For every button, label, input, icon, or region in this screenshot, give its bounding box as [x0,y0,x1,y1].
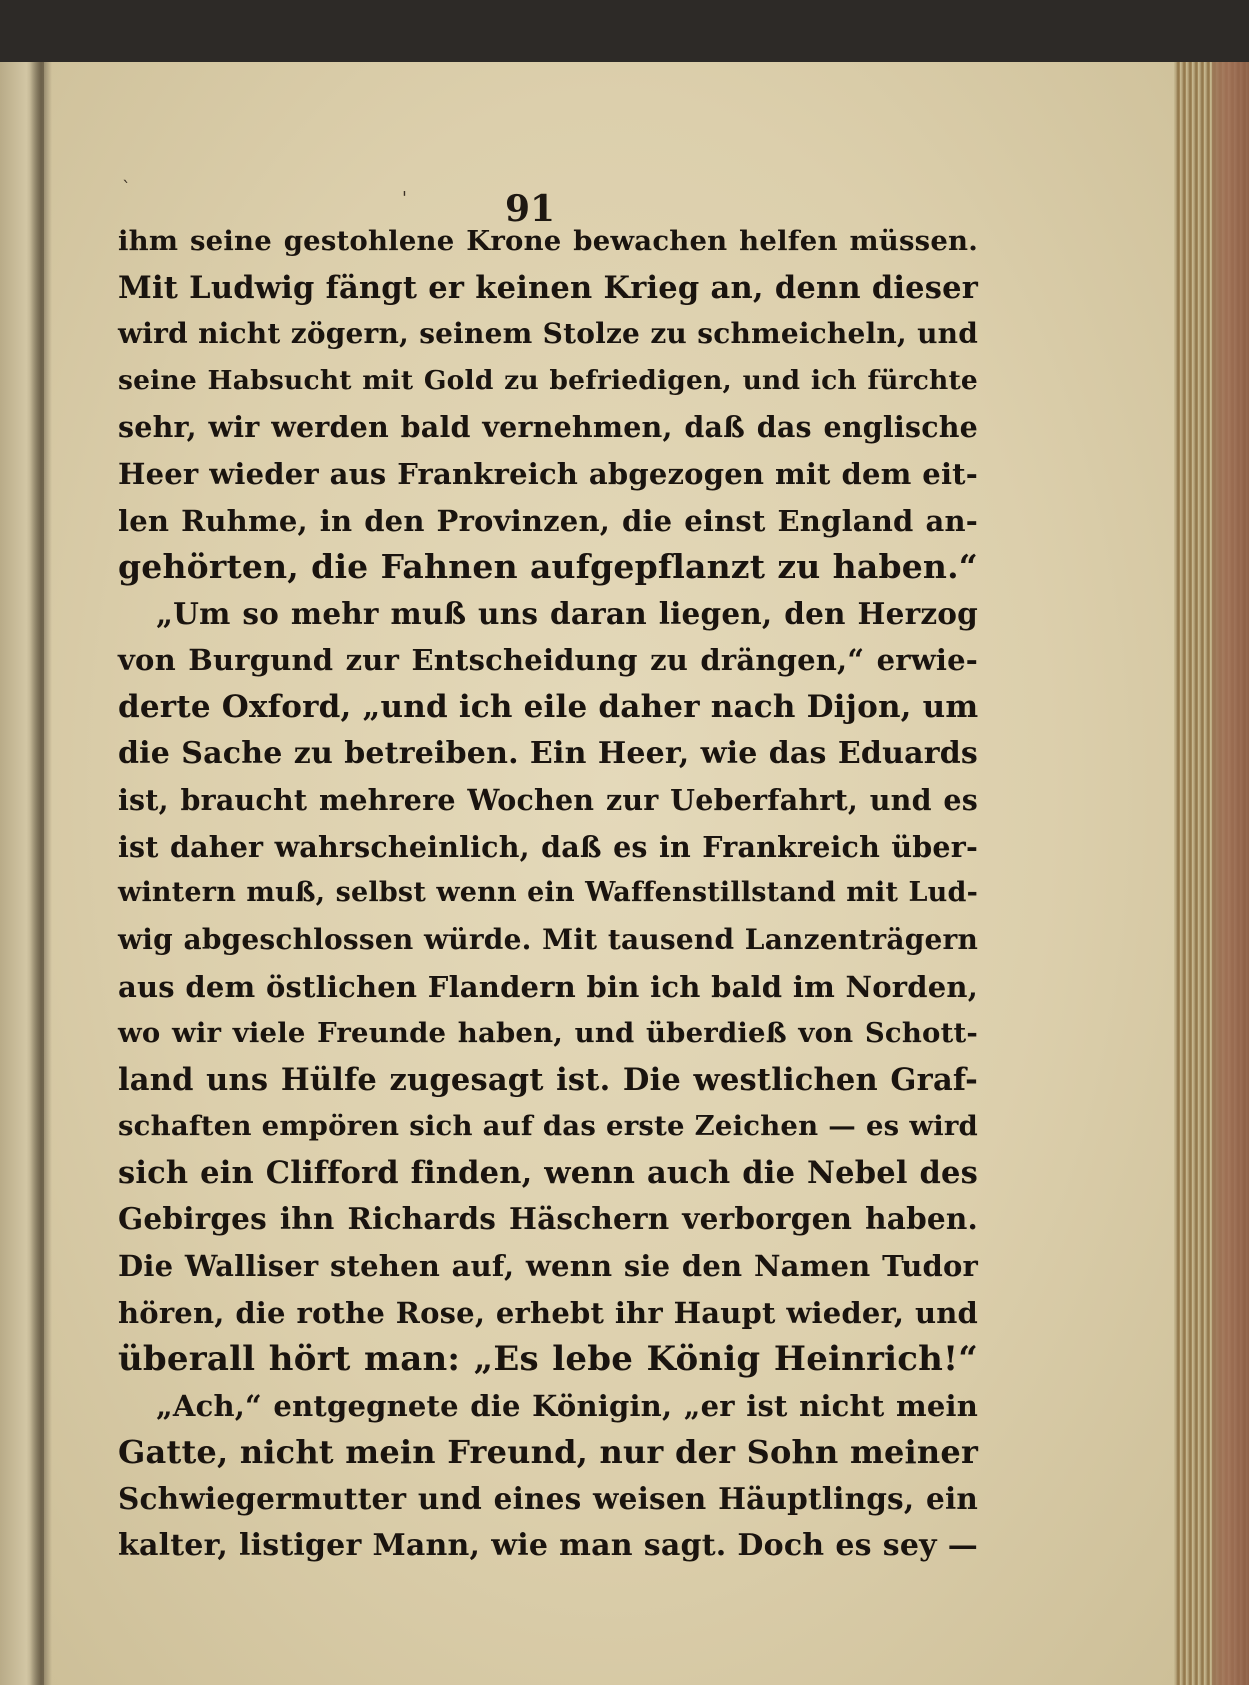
text-line: Mit Ludwig fängt er keinen Krieg an, denn dieser [118,269,978,306]
page-gutter [30,62,52,1685]
text-line: Die Walliser stehen auf, wenn sie den Namen Tudor [118,1249,978,1284]
text-line: land uns Hülfe zugesagt ist. Die westlichen Graf- [118,1061,978,1098]
text-line: sehr, wir werden bald vernehmen, daß das englische [118,410,978,445]
text-line: wird nicht zögern, seinem Stolze zu schmeicheln, und [118,317,978,351]
page-number: 91 [505,188,556,230]
text-line: hören, die rothe Rose, erhebt ihr Haupt wieder, und [118,1295,978,1330]
text-line: kalter, listiger Mann, wie man sagt. Doch es sey — [118,1527,978,1563]
ink-speck: ` [122,178,131,199]
scan-background [0,0,1249,62]
text-line: aus dem östlichen Flandern bin ich bald im Norden, [118,969,978,1004]
text-line: derte Oxford, „und ich eile daher nach Dijon, um [118,688,979,725]
text-line: die Sache zu betreiben. Ein Heer, wie das Eduards [118,735,978,771]
book-cover-edge [1212,62,1249,1685]
text-line: gehörten, die Fahnen aufgepflanzt zu haben.“ [118,547,978,587]
body-text [118,218,978,1569]
text-line: wintern muß, selbst wenn ein Waffenstillstand mit Lud- [118,877,978,909]
text-line: wo wir viele Freunde haben, und überdieß von Schott- [118,1017,978,1050]
text-line: seine Habsucht mit Gold zu befriedigen, und ich fürchte [118,364,978,396]
text-line: überall hört man: „Es lebe König Heinrich!“ [118,1339,978,1380]
text-line: ist daher wahrscheinlich, daß es in Frankreich über- [118,829,978,864]
text-line: Schwiegermutter und eines weisen Häuptlings, ein [118,1481,978,1517]
ink-speck: ' [402,188,407,209]
text-line: ist, braucht mehrere Wochen zur Ueberfahrt, und es [118,783,978,818]
text-line: von Burgund zur Entscheidung zu drängen,“ erwie- [118,643,978,678]
text-line: len Ruhme, in den Provinzen, die einst England an- [118,503,978,538]
text-line: Gebirges ihn Richards Häschern verborgen haben. [118,1201,978,1237]
text-line: schaften empören sich auf das erste Zeichen — es wird [118,1110,978,1143]
text-line: ihm seine gestohlene Krone bewachen helfen müssen. [118,225,978,257]
text-line: „Um so mehr muß uns daran liegen, den Herzog [156,595,978,631]
text-line: Gatte, nicht mein Freund, nur der Sohn meiner [118,1433,978,1472]
text-line: Heer wieder aus Frankreich abgezogen mit dem eit- [118,456,978,491]
text-line: sich ein Clifford finden, wenn auch die Nebel des [118,1154,978,1191]
text-line: „Ach,“ entgegnete die Königin, „er ist nicht mein [156,1388,978,1423]
text-line: wig abgeschlossen würde. Mit tausend Lanzenträgern [118,922,978,956]
